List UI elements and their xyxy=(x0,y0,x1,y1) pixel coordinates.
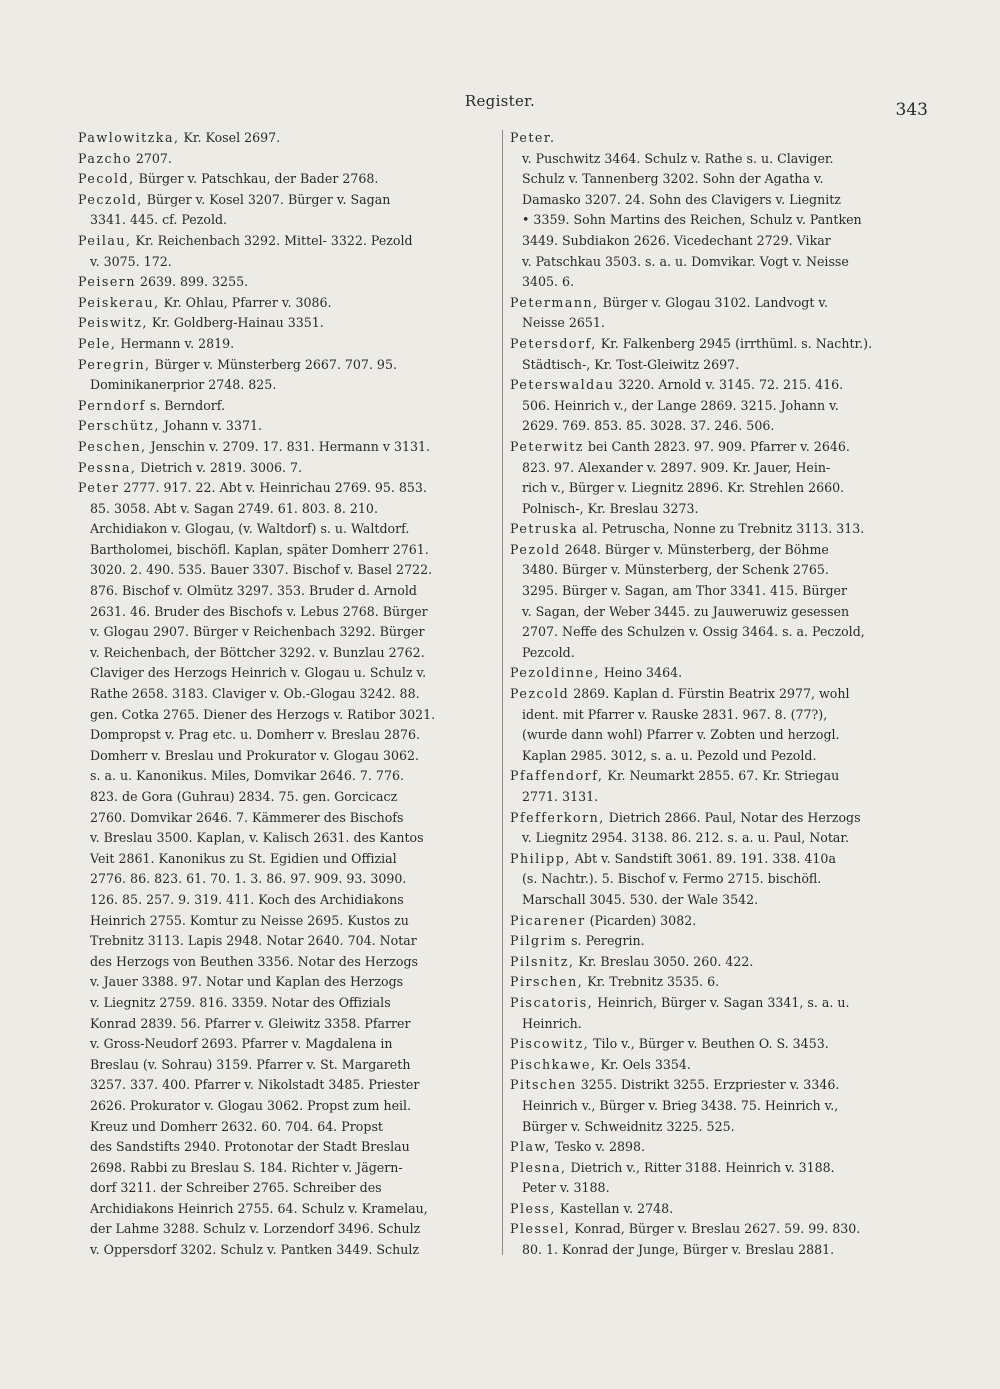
entry-text: Trebnitz 3113. Lapis 2948. Notar 2640. 704. Notar xyxy=(90,933,417,949)
entry-text: 2648. Bürger v. Münsterberg, der Böhme xyxy=(560,541,829,557)
index-line xyxy=(78,396,496,417)
index-line xyxy=(78,458,496,479)
index-line xyxy=(510,334,922,355)
index-line xyxy=(78,519,496,540)
index-line xyxy=(78,478,496,499)
entry-text: 3257. 337. 400. Pfarrer v. Nikolstadt 3485. Priester xyxy=(90,1077,420,1093)
entry-text: 2707. xyxy=(131,150,172,166)
entry-text: Heino 3464. xyxy=(599,665,683,681)
index-line xyxy=(78,1096,496,1117)
index-line xyxy=(510,828,922,849)
entry-text: v. 3075. 172. xyxy=(90,253,172,269)
entry-text: Dietrich v., Ritter 3188. Heinrich v. 3188. xyxy=(566,1159,835,1175)
index-line xyxy=(78,210,496,231)
index-line xyxy=(510,540,922,561)
entry-text: Neisse 2651. xyxy=(522,315,605,331)
entry-text: v. Sagan, der Weber 3445. zu Jauweruwiz gesessen xyxy=(522,603,850,619)
entry-text: v. Liegnitz 2759. 816. 3359. Notar des Offizials xyxy=(90,994,391,1010)
entry-text: 2869. Kaplan d. Fürstin Beatrix 2977, wohl xyxy=(569,686,850,702)
entry-text: Abt v. Sandstift 3061. 89. 191. 338. 410a xyxy=(570,850,836,866)
index-line xyxy=(510,519,922,540)
entry-text: 85. 3058. Abt v. Sagan 2749. 61. 803. 8. 210. xyxy=(90,500,378,516)
entry-text: 2631. 46. Bruder des Bischofs v. Lebus 2768. Bürger xyxy=(90,603,428,619)
index-line xyxy=(78,808,496,829)
entry-text: dorf 3211. der Schreiber 2765. Schreiber des xyxy=(90,1180,382,1196)
entry-text: Heinrich v., Bürger v. Brieg 3438. 75. Heinrich v., xyxy=(522,1097,839,1113)
entry-text: v. Glogau 2907. Bürger v Reichenbach 3292. Bürger xyxy=(90,624,425,640)
entry-headword: Petersdorf, xyxy=(510,335,597,351)
index-line xyxy=(78,169,496,190)
entry-text: v. Liegnitz 2954. 3138. 86. 212. s. a. u. Paul, Notar. xyxy=(522,830,850,846)
entry-text: Konrad, Bürger v. Breslau 2627. 59. 99. 830. xyxy=(570,1221,861,1237)
entry-text: der Lahme 3288. Schulz v. Lorzendorf 3496. Schulz xyxy=(90,1221,421,1237)
entry-headword: Picarener xyxy=(510,912,586,928)
index-line xyxy=(78,581,496,602)
index-line xyxy=(78,334,496,355)
entry-headword: Pezoldinne, xyxy=(510,665,600,681)
page-number: 343 xyxy=(895,100,928,120)
entry-text: gen. Cotka 2765. Diener des Herzogs v. Ratibor 3021. xyxy=(90,706,436,722)
entry-text: Veit 2861. Kanonikus zu St. Egidien und Offizial xyxy=(90,850,397,866)
entry-text: (wurde dann wohl) Pfarrer v. Zobten und herzogl. xyxy=(522,727,840,743)
entry-text: Kr. Reichenbach 3292. Mittel- 3322. Pezold xyxy=(131,232,413,248)
entry-headword: Pfaffendorf, xyxy=(510,768,604,784)
index-line xyxy=(78,128,496,149)
entry-text: Heinrich 2755. Komtur zu Neisse 2695. Kustos zu xyxy=(90,912,409,928)
index-line xyxy=(510,1014,922,1035)
index-line xyxy=(510,1178,922,1199)
entry-text: ident. mit Pfarrer v. Rauske 2831. 967. 8. (77?), xyxy=(522,706,828,722)
index-line xyxy=(78,437,496,458)
index-line xyxy=(510,231,922,252)
index-line xyxy=(510,416,922,437)
index-line xyxy=(510,993,922,1014)
entry-text: 2639. 899. 3255. xyxy=(135,274,249,290)
entry-text: Hermann v. 2819. xyxy=(116,335,235,351)
index-line xyxy=(510,1137,922,1158)
entry-headword: Peschen, xyxy=(78,438,147,454)
entry-text: Bürger v. Patschkau, der Bader 2768. xyxy=(134,171,379,187)
entry-text: Peter v. 3188. xyxy=(522,1180,610,1196)
entry-text: Bürger v. Glogau 3102. Landvogt v. xyxy=(598,294,829,310)
entry-text: Breslau (v. Sohrau) 3159. Pfarrer v. St. Margareth xyxy=(90,1056,411,1072)
index-line xyxy=(510,931,922,952)
index-line xyxy=(510,375,922,396)
entry-text: (s. Nachtr.). 5. Bischof v. Fermo 2715. bischöfl. xyxy=(522,871,822,887)
index-line xyxy=(78,1219,496,1240)
index-line xyxy=(510,149,922,170)
index-line xyxy=(78,869,496,890)
entry-text: 3220. Arnold v. 3145. 72. 215. 416. xyxy=(614,377,844,393)
index-line xyxy=(510,1219,922,1240)
index-line xyxy=(510,128,922,149)
entry-text: Kr. Ohlau, Pfarrer v. 3086. xyxy=(159,294,332,310)
entry-headword: Pezcold xyxy=(510,686,570,702)
entry-headword: Piscowitz, xyxy=(510,1036,590,1052)
index-line xyxy=(510,746,922,767)
index-line xyxy=(78,1055,496,1076)
index-line xyxy=(510,766,922,787)
entry-text: Bürger v. Kosel 3207. Bürger v. Sagan xyxy=(142,191,391,207)
entry-text: 3020. 2. 490. 535. Bauer 3307. Bischof v. Basel 2722. xyxy=(90,562,433,578)
index-line xyxy=(510,952,922,973)
entry-text: Kr. Breslau 3050. 260. 422. xyxy=(574,953,754,969)
index-line xyxy=(510,396,922,417)
entry-text: 2707. Neffe des Schulzen v. Ossig 3464. s. a. Peczold, xyxy=(522,624,865,640)
entry-headword: Peiswitz, xyxy=(78,315,148,331)
index-line xyxy=(510,190,922,211)
entry-text: Dietrich 2866. Paul, Notar des Herzogs xyxy=(604,809,861,825)
entry-headword: Plesna, xyxy=(510,1159,567,1175)
entry-headword: Pitschen xyxy=(510,1077,577,1093)
index-line xyxy=(510,684,922,705)
index-line xyxy=(510,1117,922,1138)
index-line xyxy=(78,190,496,211)
entry-text: v. Oppersdorf 3202. Schulz v. Pantken 3449. Schulz xyxy=(90,1242,419,1258)
index-line xyxy=(78,1158,496,1179)
index-line xyxy=(510,293,922,314)
index-line xyxy=(510,890,922,911)
entry-headword: Peter xyxy=(78,480,120,496)
entry-headword: Pfefferkorn, xyxy=(510,809,605,825)
entry-text: 2629. 769. 853. 85. 3028. 37. 246. 506. xyxy=(522,418,775,434)
entry-headword: Pirschen, xyxy=(510,974,584,990)
index-line xyxy=(510,272,922,293)
index-line xyxy=(510,1034,922,1055)
entry-text: Städtisch-, Kr. Tost-Gleiwitz 2697. xyxy=(522,356,740,372)
index-line xyxy=(78,1137,496,1158)
index-line xyxy=(510,499,922,520)
entry-text: rich v., Bürger v. Liegnitz 2896. Kr. Strehlen 2660. xyxy=(522,480,845,496)
entry-headword: Peczold, xyxy=(78,191,143,207)
index-line xyxy=(510,1055,922,1076)
entry-text: Polnisch-, Kr. Breslau 3273. xyxy=(522,500,699,516)
entry-text: 2760. Domvikar 2646. 7. Kämmerer des Bischofs xyxy=(90,809,404,825)
index-line xyxy=(510,602,922,623)
entry-text: Dietrich v. 2819. 3006. 7. xyxy=(136,459,303,475)
entry-headword: Piscatoris, xyxy=(510,994,594,1010)
entry-text: 2776. 86. 823. 61. 70. 1. 3. 86. 97. 909. 93. 3090. xyxy=(90,871,407,887)
index-line xyxy=(78,952,496,973)
index-line xyxy=(78,1199,496,1220)
entry-headword: Pawlowitzka, xyxy=(78,130,180,145)
entry-text: 2771. 3131. xyxy=(522,789,599,804)
entry-text: des Herzogs von Beuthen 3356. Notar des Herzogs xyxy=(90,953,418,969)
index-line xyxy=(78,149,496,170)
index-line xyxy=(510,622,922,643)
index-line xyxy=(510,725,922,746)
entry-headword: Petruska xyxy=(510,521,579,537)
entry-text: Damasko 3207. 24. Sohn des Clavigers v. Liegnitz xyxy=(522,191,841,207)
entry-text: 80. 1. Konrad der Junge, Bürger v. Breslau 2881. xyxy=(522,1242,835,1258)
entry-text: Claviger des Herzogs Heinrich v. Glogau u. Schulz v. xyxy=(90,665,427,681)
index-line xyxy=(78,272,496,293)
entry-text: al. Petruscha, Nonne zu Trebnitz 3113. 313. xyxy=(578,521,865,537)
entry-text: Heinrich. xyxy=(522,1015,582,1031)
entry-headword: Plessel, xyxy=(510,1221,571,1237)
entry-text: v. Reichenbach, der Böttcher 3292. v. Bunzlau 2762. xyxy=(90,644,425,660)
index-line xyxy=(78,1240,496,1261)
index-line xyxy=(78,499,496,520)
column-divider xyxy=(502,130,503,1255)
entry-text: v. Puschwitz 3464. Schulz v. Rathe s. u. Claviger. xyxy=(522,150,834,166)
entry-text: Tilo v., Bürger v. Beuthen O. S. 3453. xyxy=(589,1036,829,1052)
entry-headword: Pischkawe, xyxy=(510,1056,597,1072)
index-line xyxy=(78,766,496,787)
entry-headword: Peiskerau, xyxy=(78,294,160,310)
index-line xyxy=(510,849,922,870)
entry-text: Dominikanerprior 2748. 825. xyxy=(90,377,277,393)
entry-text: (Picarden) 3082. xyxy=(585,912,697,928)
index-line xyxy=(78,1014,496,1035)
entry-text: bei Canth 2823. 97. 909. Pfarrer v. 2646. xyxy=(583,438,850,454)
entry-text: Johann v. 3371. xyxy=(159,418,262,434)
entry-text: Pezcold. xyxy=(522,644,575,660)
index-line xyxy=(78,931,496,952)
entry-text: Kr. Falkenberg 2945 (irrthüml. s. Nachtr.). xyxy=(596,335,873,351)
index-line xyxy=(78,355,496,376)
entry-text: 3295. Bürger v. Sagan, am Thor 3341. 415. Bürger xyxy=(522,583,848,599)
entry-text: 3255. Distrikt 3255. Erzpriester v. 3346. xyxy=(576,1077,840,1093)
index-line xyxy=(78,293,496,314)
entry-text: Bürger v. Münsterberg 2667. 707. 95. xyxy=(150,356,397,372)
index-line xyxy=(78,1117,496,1138)
entry-text: 126. 85. 257. 9. 319. 411. Koch des Archidiakons xyxy=(90,891,404,907)
entry-text: Rathe 2658. 3183. Claviger v. Ob.-Glogau 3242. 88. xyxy=(90,686,420,702)
entry-headword: Plaw, xyxy=(510,1139,551,1155)
index-line xyxy=(78,663,496,684)
entry-text: 3449. Subdiakon 2626. Vicedechant 2729. Vikar xyxy=(522,232,831,248)
index-line xyxy=(510,869,922,890)
index-line xyxy=(510,581,922,602)
entry-text: 3480. Bürger v. Münsterberg, der Schenk 2765. xyxy=(522,562,829,578)
index-line xyxy=(78,1178,496,1199)
index-line xyxy=(78,540,496,561)
index-line xyxy=(510,1158,922,1179)
index-line xyxy=(78,828,496,849)
entry-text: 506. Heinrich v., der Lange 2869. 3215. Johann v. xyxy=(522,397,839,413)
entry-text: Kr. Kosel 2697. xyxy=(179,130,281,145)
index-line xyxy=(510,808,922,829)
entry-headword: Pezold xyxy=(510,541,561,557)
index-line xyxy=(78,911,496,932)
entry-text: s. a. u. Kanonikus. Miles, Domvikar 2646. 7. 776. xyxy=(90,768,404,784)
entry-text: Kr. Neumarkt 2855. 67. Kr. Striegau xyxy=(603,768,840,784)
entry-text: v. Breslau 3500. Kaplan, v. Kalisch 2631. des Kantos xyxy=(90,830,424,846)
index-line xyxy=(78,993,496,1014)
running-head: Register. xyxy=(464,92,536,110)
index-line xyxy=(78,313,496,334)
entry-text: Schulz v. Tannenberg 3202. Sohn der Agatha v. xyxy=(522,171,824,187)
entry-headword: Peterwitz xyxy=(510,438,584,454)
entry-text: Bartholomei, bischöfl. Kaplan, später Domherr 2761. xyxy=(90,541,429,557)
entry-text: Kaplan 2985. 3012, s. a. u. Pezold und Pezold. xyxy=(522,747,817,763)
entry-text: v. Gross-Neudorf 2693. Pfarrer v. Magdalena in xyxy=(90,1036,393,1052)
index-line xyxy=(78,602,496,623)
entry-headword: Pele, xyxy=(78,335,117,351)
index-line xyxy=(510,458,922,479)
entry-text: Kr. Goldberg-Hainau 3351. xyxy=(147,315,324,331)
entry-text: Konrad 2839. 56. Pfarrer v. Gleiwitz 3358. Pfarrer xyxy=(90,1015,411,1031)
entry-headword: Peisern xyxy=(78,274,136,290)
index-line xyxy=(510,210,922,231)
entry-text: 2626. Prokurator v. Glogau 3062. Propst zum heil. xyxy=(90,1097,412,1113)
index-line xyxy=(78,416,496,437)
left-column xyxy=(78,128,496,1261)
entry-text: 3405. 6. xyxy=(522,274,575,290)
index-line xyxy=(78,684,496,705)
entry-text: v. Patschkau 3503. s. a. u. Domvikar. Vogt v. Neisse xyxy=(522,253,849,269)
index-line xyxy=(510,643,922,664)
index-line xyxy=(510,478,922,499)
entry-text: v. Jauer 3388. 97. Notar und Kaplan des Herzogs xyxy=(90,974,404,990)
entry-text: Archidiakon v. Glogau, (v. Waltdorf) s. u. Waltdorf. xyxy=(90,521,410,537)
entry-headword: Petermann, xyxy=(510,294,599,310)
entry-text: des Sandstifts 2940. Protonotar der Stadt Breslau xyxy=(90,1139,410,1155)
entry-headword: Perndorf xyxy=(78,397,146,413)
entry-headword: Pessna, xyxy=(78,459,137,475)
entry-text: Bürger v. Schweidnitz 3225. 525. xyxy=(522,1118,735,1134)
entry-text: 2698. Rabbi zu Breslau S. 184. Richter v. Jägern- xyxy=(90,1159,403,1175)
index-line xyxy=(510,911,922,932)
entry-text: Domherr v. Breslau und Prokurator v. Glogau 3062. xyxy=(90,747,420,763)
index-line xyxy=(510,1096,922,1117)
entry-text: Dompropst v. Prag etc. u. Domherr v. Breslau 2876. xyxy=(90,727,421,743)
index-line xyxy=(78,643,496,664)
index-line xyxy=(78,787,496,808)
entry-text: Heinrich, Bürger v. Sagan 3341, s. a. u. xyxy=(593,994,850,1010)
entry-text: s. Berndorf. xyxy=(145,397,226,413)
index-line xyxy=(78,849,496,870)
entry-headword: Perschütz, xyxy=(78,418,160,434)
entry-text: Marschall 3045. 530. der Wale 3542. xyxy=(522,891,759,907)
index-line xyxy=(510,355,922,376)
entry-text: 876. Bischof v. Olmütz 3297. 353. Bruder d. Arnold xyxy=(90,583,417,599)
entry-headword: Pilgrim xyxy=(510,933,568,949)
entry-headword: Peterswaldau xyxy=(510,377,615,393)
entry-text: Kreuz und Domherr 2632. 60. 704. 64. Propst xyxy=(90,1118,383,1134)
entry-text: Kr. Trebnitz 3535. 6. xyxy=(583,974,720,990)
entry-headword: Peter. xyxy=(510,130,556,145)
entry-headword: Peregrin, xyxy=(78,356,151,372)
entry-text: Kr. Oels 3354. xyxy=(596,1056,691,1072)
index-line xyxy=(510,705,922,726)
index-line xyxy=(510,560,922,581)
entry-text: Archidiakons Heinrich 2755. 64. Schulz v. Kramelau, xyxy=(90,1200,428,1216)
entry-text: Jenschin v. 2709. 17. 831. Hermann v 3131. xyxy=(146,438,431,454)
entry-headword: Pecold, xyxy=(78,171,135,187)
entry-headword: Philipp, xyxy=(510,850,571,866)
entry-text: s. Peregrin. xyxy=(567,933,645,949)
index-line xyxy=(78,705,496,726)
entry-headword: Pazcho xyxy=(78,150,132,166)
index-line xyxy=(510,1199,922,1220)
entry-headword: Peilau, xyxy=(78,232,132,248)
index-line xyxy=(78,725,496,746)
right-column xyxy=(510,128,922,1261)
index-line xyxy=(510,787,922,808)
entry-headword: Pless, xyxy=(510,1200,556,1216)
index-line xyxy=(78,560,496,581)
entry-text: • 3359. Sohn Martins des Reichen, Schulz v. Pantken xyxy=(522,212,862,228)
index-line xyxy=(78,622,496,643)
entry-text: 2777. 917. 22. Abt v. Heinrichau 2769. 95. 853. xyxy=(119,480,427,496)
index-line xyxy=(78,252,496,273)
index-line xyxy=(78,375,496,396)
entry-text: Kastellan v. 2748. xyxy=(555,1200,674,1216)
index-line xyxy=(78,1075,496,1096)
index-line xyxy=(78,1034,496,1055)
index-line xyxy=(510,437,922,458)
entry-headword: Pilsnitz, xyxy=(510,953,575,969)
index-line xyxy=(78,972,496,993)
entry-text: Tesko v. 2898. xyxy=(550,1139,646,1155)
index-line xyxy=(510,972,922,993)
entry-text: 823. 97. Alexander v. 2897. 909. Kr. Jauer, Hein- xyxy=(522,459,831,475)
index-line xyxy=(510,169,922,190)
index-line xyxy=(510,1240,922,1261)
index-line xyxy=(510,1075,922,1096)
entry-text: 823. de Gora (Guhrau) 2834. 75. gen. Gorcicacz xyxy=(90,789,398,804)
entry-text: 3341. 445. cf. Pezold. xyxy=(90,212,228,228)
index-line xyxy=(510,252,922,273)
index-line xyxy=(78,231,496,252)
index-line xyxy=(510,663,922,684)
index-line xyxy=(78,890,496,911)
index-line xyxy=(78,746,496,767)
index-line xyxy=(510,313,922,334)
